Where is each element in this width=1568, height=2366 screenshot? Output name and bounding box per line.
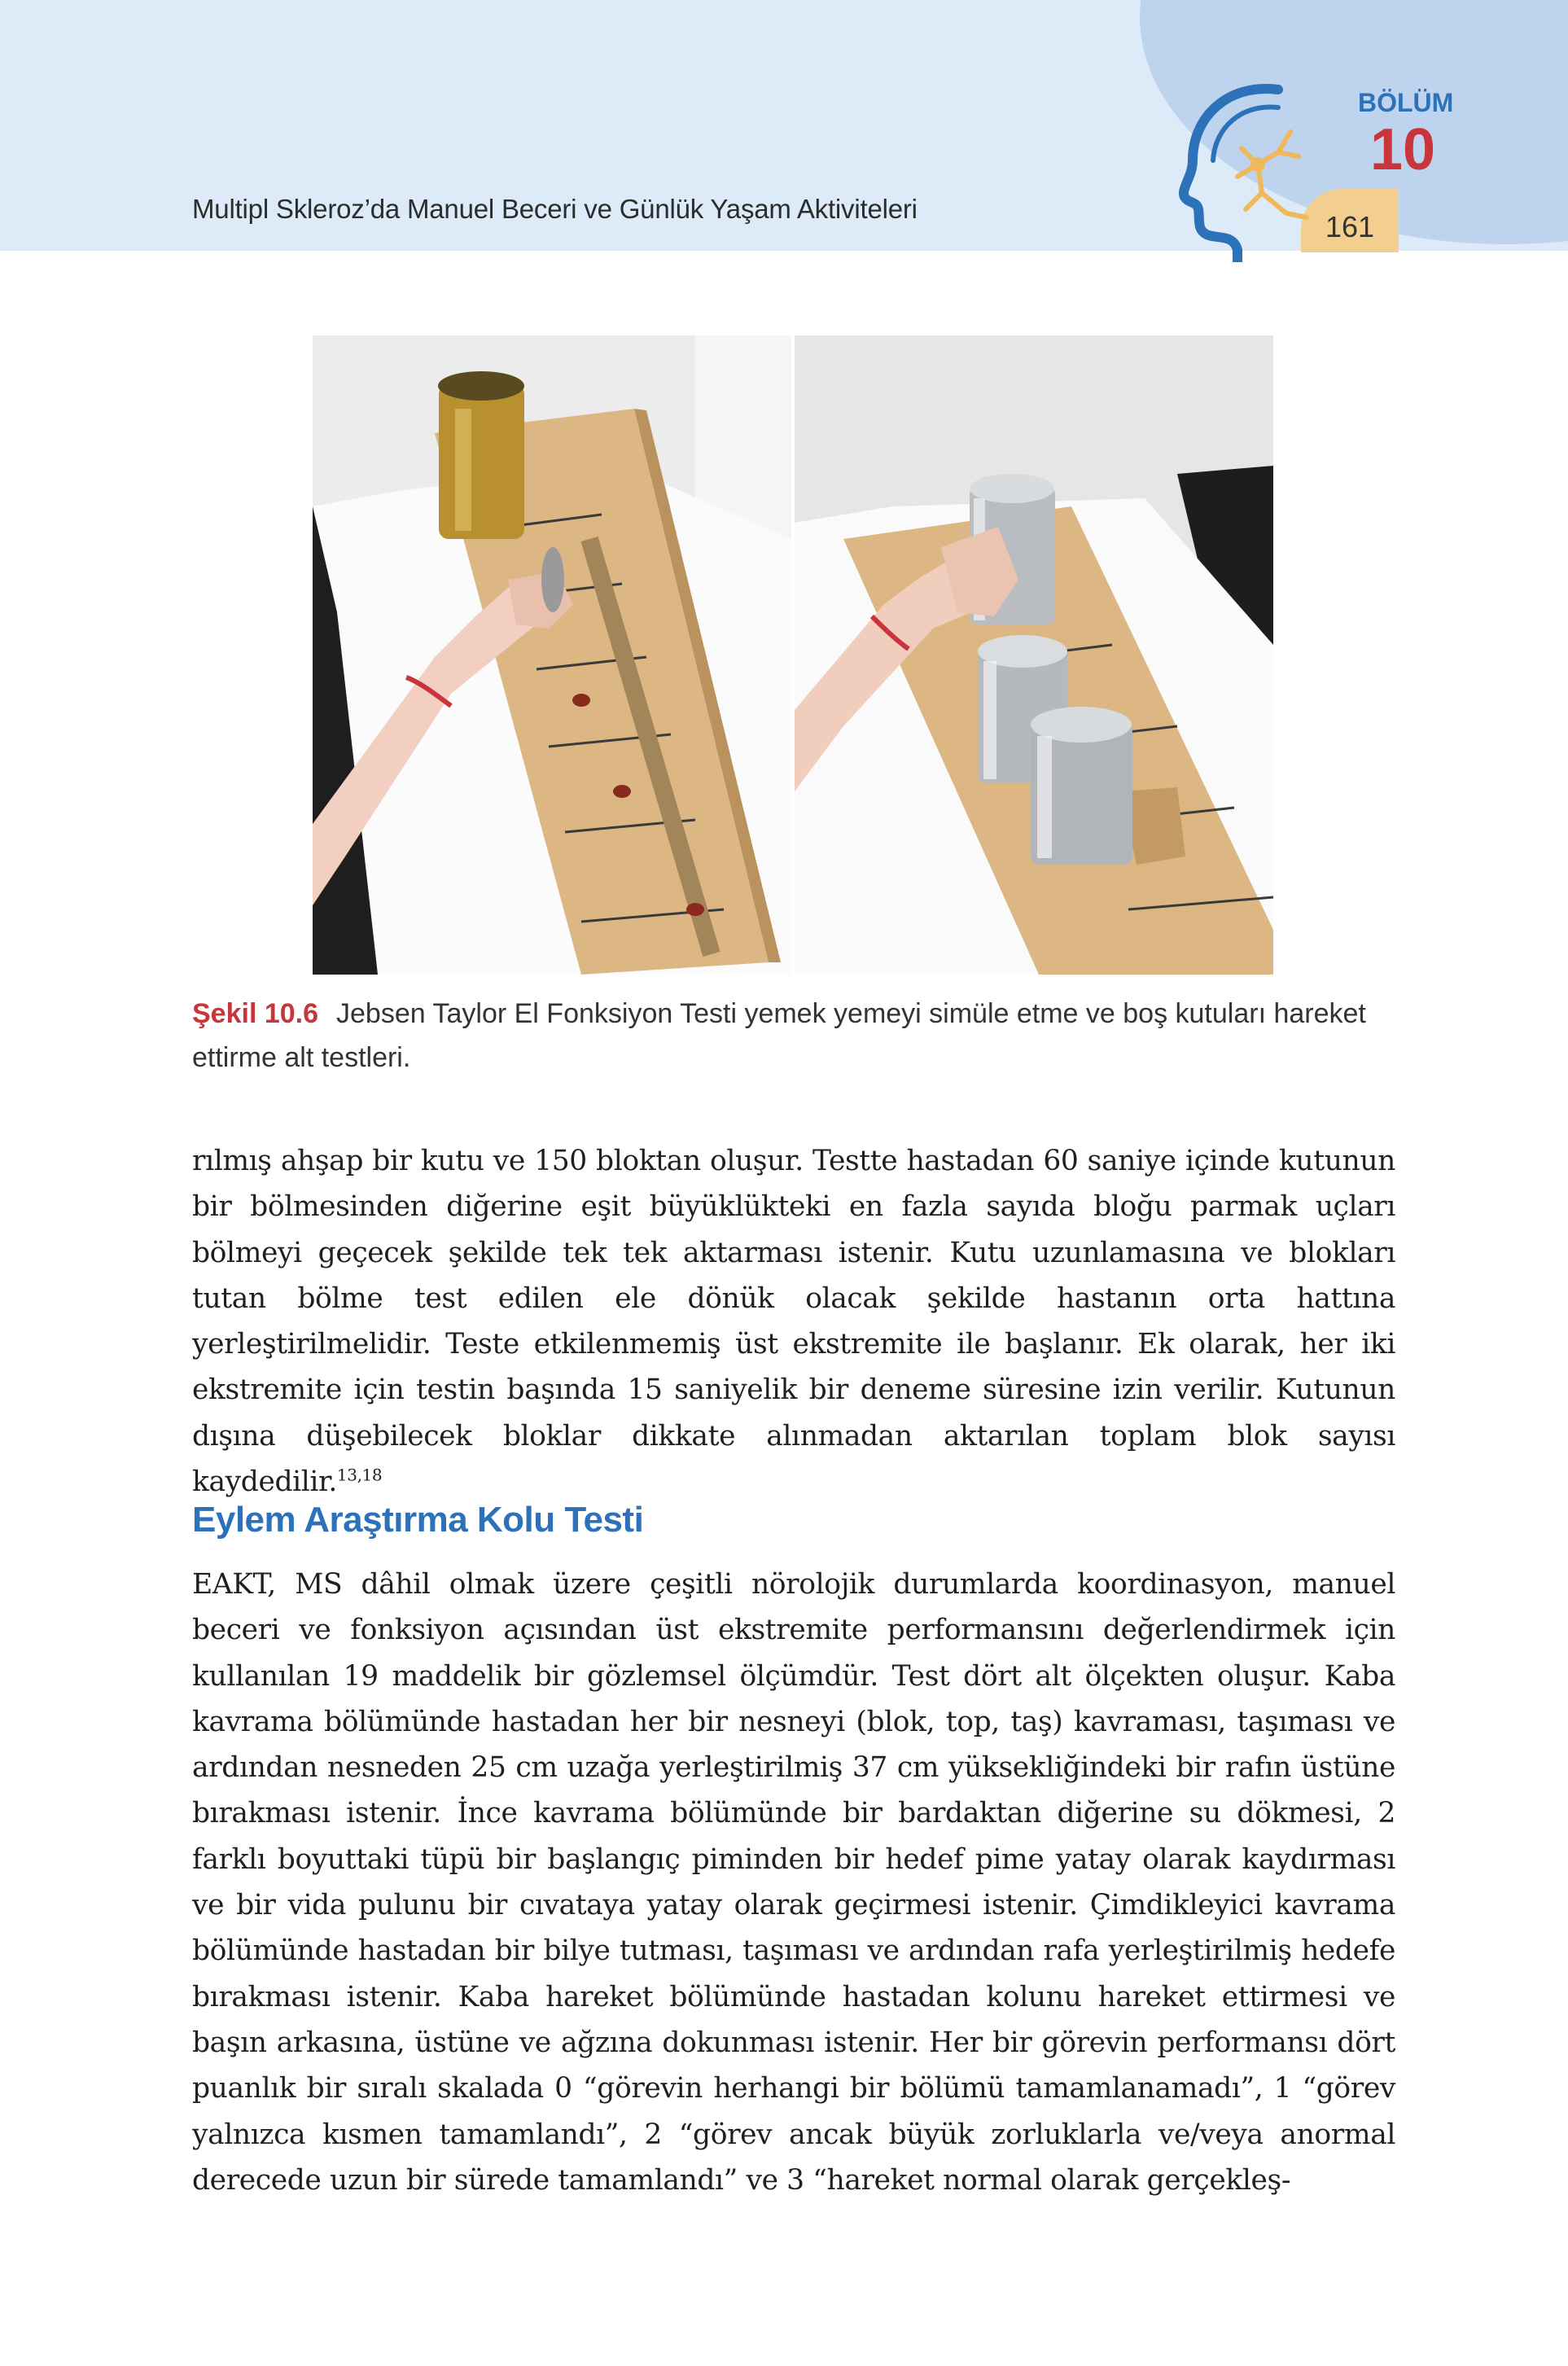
figure-caption bbox=[192, 992, 1395, 1080]
paragraph-text: rılmış ahşap bir kutu ve 150 bloktan oluşur. Testte hastadan 60 saniye içinde kutunun bir bölmesinden diğerine eşit büyüklükteki en fazla sayıda bloğu parmak uçları bölmeyi geçecek şekilde tek tek aktarması istenir. Kutu uzunlamasına ve blokları tutan bölme test edilen ele dönük olacak şekilde hastanın orta hattına yerleştirilmelidir. Teste etkilenmemiş üst ekstremite ile başlanır. Ek olarak, her iki ekstremite için testin başında 15 saniyelik bir deneme süresine izin verilir. Kutunun dışına düşebilecek bloklar dikkate alınmadan aktarılan toplam blok sayısı kaydedilir. bbox=[192, 1145, 1395, 1499]
body-paragraph bbox=[192, 1138, 1395, 1505]
figure-caption-text: Jebsen Taylor El Fonksiyon Testi yemek yemeyi simüle etme ve boş kutuları hareket ettirme alt testleri. bbox=[192, 998, 1366, 1073]
section-paragraph: EAKT, MS dâhil olmak üzere çeşitli nörolojik durumlarda koordinasyon, manuel beceri ve fonksiyon açısından üst ekstremite performansını değerlendirmek için kullanılan 19 maddelik bir gözlemsel ölçümdür. Test dört alt ölçekten oluşur. Kaba kavrama bölümünde hastadan her bir nesneyi (blok, top, taş) kavraması, taşıması ve ardından nesneden 25 cm uzağa yerleştirilmiş 37 cm yüksekliğindeki bir rafın üstüne bırakması istenir. İnce kavrama bölümünde bir bardaktan diğerine su dökmesi, 2 farklı boyuttaki tüpü bir başlangıç piminden bir hedef pime yatay olarak kaydırması ve bir vida pulunu bir cıvataya yatay olarak geçirmesi istenir. Çimdikleyici kavrama bölümünde hastadan bir bilye tutması, taşıması ve ardından rafa yerleştirilmiş hedefe bırakması istenir. Kaba hareket bölümünde hastadan kolunu hareket ettirmesi ve başın arkasına, üstüne ve ağzına dokunması istenir. Her bir görevin performansı dört puanlık bir sıralı skalada 0 “görevin herhangi bir bölümü tamamlanamadı”, 1 “görev yalnızca kısmen tamamlandı”, 2 “görev ancak büyük zorluklarla ve/veya anormal derecede uzun bir sürede tamamlandı” ve 3 “hareket normal olarak gerçekleş- bbox=[192, 1568, 1395, 2197]
running-title: Multipl Skleroz’da Manuel Beceri ve Günlük Yaşam Aktiviteleri bbox=[192, 194, 918, 224]
section-heading: Eylem Araştırma Kolu Testi bbox=[192, 1500, 644, 1540]
chapter-number: 10 bbox=[1369, 117, 1436, 182]
chapter-label: BÖLÜM bbox=[1358, 88, 1454, 117]
figure-photo-right bbox=[795, 335, 1273, 975]
reference-superscript: 13,18 bbox=[336, 1465, 383, 1485]
page-number: 161 bbox=[1325, 210, 1375, 243]
figure-photo-left bbox=[313, 335, 791, 975]
figure-label: Şekil 10.6 bbox=[192, 998, 319, 1029]
